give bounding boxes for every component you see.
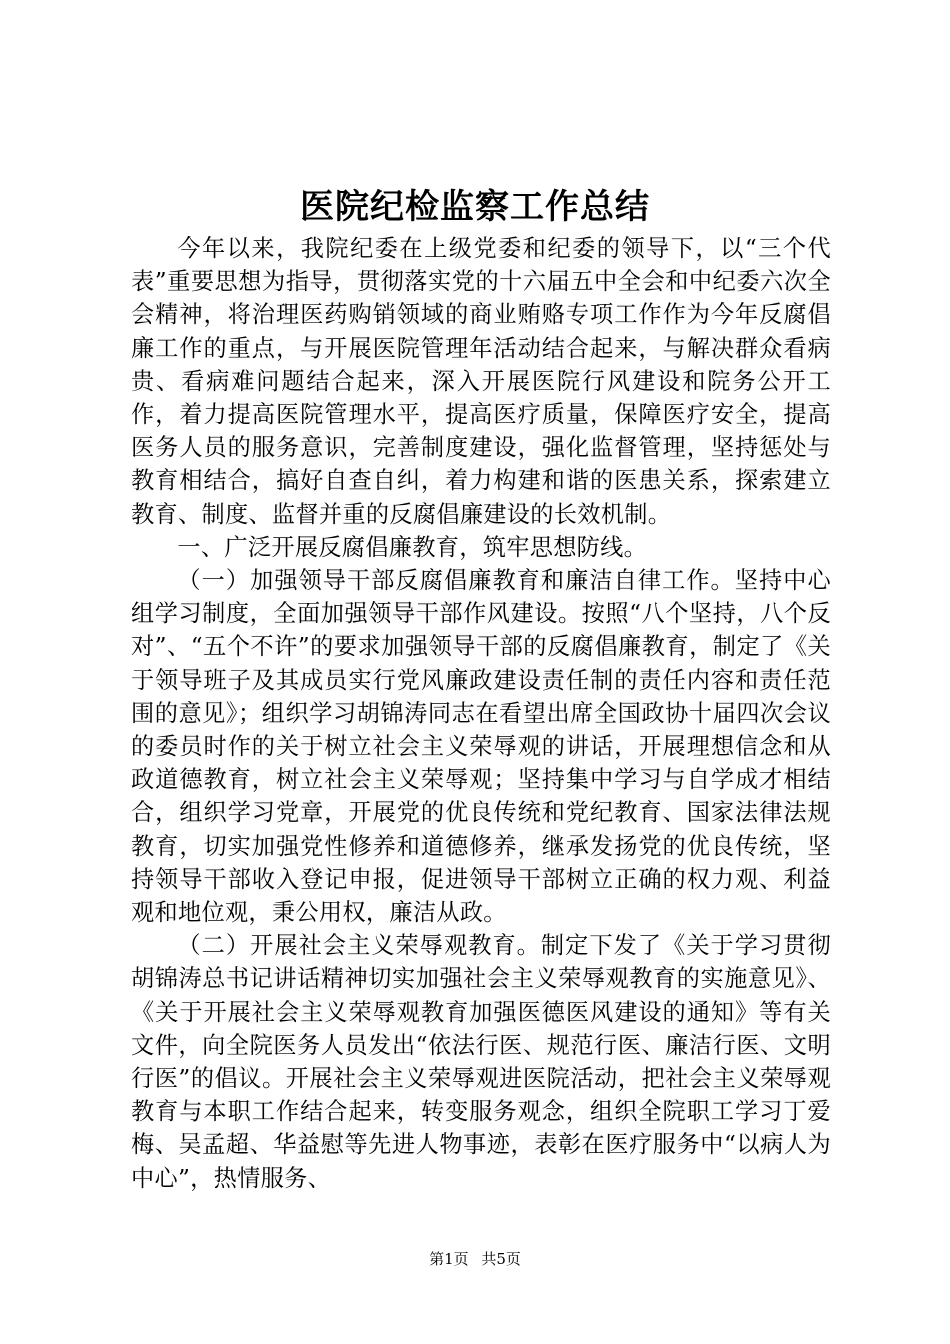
page-number: 第1页 (429, 1250, 469, 1268)
document-body (131, 232, 831, 1195)
document-title: 医院纪检监察工作总结 (300, 187, 650, 227)
paragraph-section-heading: 一、广泛开展反腐倡廉教育，筑牢思想防线。 (177, 533, 648, 561)
paragraph-subsection-2: （二）开展社会主义荣辱观教育。制定下发了《关于学习贯彻胡锦涛总书记讲话精神切实加强社会主义荣辱观教育的实施意见》、《关于开展社会主义荣辱观教育加强医德医风建设的通知》等有关文件，向全院医务人员发出“依法行医、规范行医、廉洁行医、文明行医”的倡议。开展社会主义荣辱观进医院活动，把社会主义荣辱观教育与本职工作结合起来，转变服务观念，组织全院职工学习丁爱梅、吴孟超、华益慰等先进人物事迹，表彰在医疗服务中“以病人为中心”，热情服务、 (131, 932, 831, 1192)
page-total: 共5页 (481, 1250, 521, 1268)
paragraph-subsection-1: （一）加强领导干部反腐倡廉教育和廉洁自律工作。坚持中心组学习制度，全面加强领导干部作风建设。按照“八个坚持，八个反对”、“五个不许”的要求加强领导干部的反腐倡廉教育，制定了《关于领导班子及其成员实行党风廉政建设责任制的责任内容和责任范围的意见》；组织学习胡锦涛同志在看望出席全国政协十届四次会议的委员时作的关于树立社会主义荣辱观的讲话，开展理想信念和从政道德教育，树立社会主义荣辱观；坚持集中学习与自学成才相结合，组织学习党章，开展党的优良传统和党纪教育、国家法律法规教育，切实加强党性修养和道德修养，继承发扬党的优良传统，坚持领导干部收入登记申报，促进领导干部树立正确的权力观、利益观和地位观，秉公用权，廉洁从政。 (131, 567, 831, 927)
page-footer (0, 1249, 950, 1269)
paragraph-intro: 今年以来，我院纪委在上级党委和纪委的领导下，以“三个代表”重要思想为指导，贯彻落实党的十六届五中全会和中纪委六次全会精神，将治理医药购销领域的商业贿赂专项工作作为今年反腐倡廉工作的重点，与开展医院管理年活动结合起来，与解决群众看病贵、看病难问题结合起来，深入开展医院行风建设和院务公开工作，着力提高医院管理水平，提高医疗质量，保障医疗安全，提高医务人员的服务意识，完善制度建设，强化监督管理，坚持惩处与教育相结合，搞好自查自纠，着力构建和谐的医患关系，探索建立教育、制度、监督并重的反腐倡廉建设的长效机制。 (131, 235, 831, 528)
